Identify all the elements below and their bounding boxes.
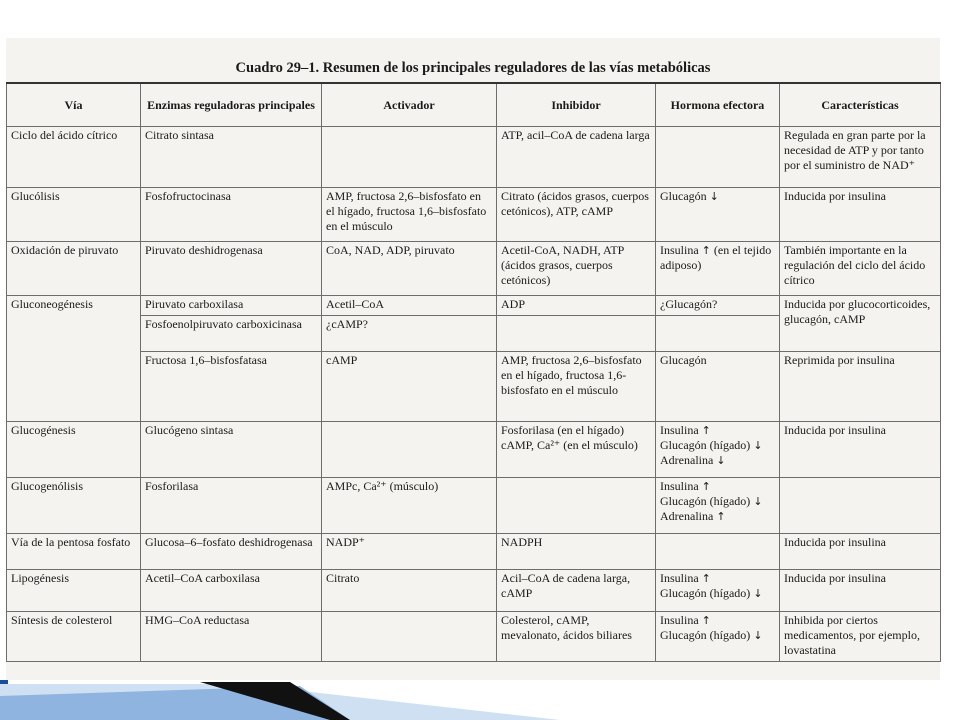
hormona-item	[660, 243, 775, 273]
hormona-label: Adrenalina	[660, 509, 717, 523]
table-row	[7, 478, 941, 534]
cell-via: Gluconeogénesis	[7, 296, 141, 422]
table-row	[7, 612, 941, 662]
hormona-label: Glucagón	[660, 189, 710, 203]
cell-hormona	[656, 478, 780, 534]
column-header-activador: Activador	[322, 83, 497, 127]
hormona-item	[660, 423, 775, 438]
cell-via: Ciclo del ácido cítrico	[7, 127, 141, 188]
cell-activador	[322, 422, 497, 478]
hormona-label: Glucagón	[660, 353, 707, 367]
hormona-label: Insulina	[660, 423, 702, 437]
cell-hormona	[656, 612, 780, 662]
scanned-table-image	[6, 38, 940, 680]
hormona-label: Insulina	[660, 243, 702, 257]
cell-caracteristicas: Inducida por insulina	[780, 188, 941, 242]
hormona-suffix: (en el tejido adiposo)	[660, 243, 772, 272]
cell-caracteristicas: Inducida por glucocorticoides, glucagón, cAMP	[780, 296, 941, 352]
arrow-down-icon: ↓	[753, 495, 763, 508]
cell-hormona	[656, 422, 780, 478]
arrow-down-icon: ↓	[716, 454, 726, 467]
arrow-down-icon: ↓	[753, 439, 763, 452]
cell-enzima: Fosfoenolpiruvato carboxicinasa	[141, 316, 322, 352]
cell-caracteristicas: Regulada en gran parte por la necesidad de ATP y por tanto por el suministro de NAD⁺	[780, 127, 941, 188]
cell-caracteristicas: Inhibida por ciertos medicamentos, por ejemplo, lovastatina	[780, 612, 941, 662]
cell-caracteristicas: Inducida por insulina	[780, 422, 941, 478]
hormona-item	[660, 613, 775, 628]
cell-hormona	[656, 316, 780, 352]
cell-enzima: Glucógeno sintasa	[141, 422, 322, 478]
column-header-inhibidor: Inhibidor	[497, 83, 656, 127]
cell-hormona	[656, 296, 780, 316]
cell-via: Glucólisis	[7, 188, 141, 242]
arrow-down-icon: ↓	[753, 587, 763, 600]
arrow-up-icon: ↑	[701, 424, 711, 437]
hormona-item	[660, 509, 775, 524]
cell-activador: NADP⁺	[322, 534, 497, 570]
cell-caracteristicas: Reprimida por insulina	[780, 352, 941, 422]
cell-via: Síntesis de colesterol	[7, 612, 141, 662]
cell-enzima: Acetil–CoA carboxilasa	[141, 570, 322, 612]
cell-hormona	[656, 352, 780, 422]
hormona-item	[660, 297, 775, 312]
cell-inhibidor: ADP	[497, 296, 656, 316]
cell-inhibidor	[497, 478, 656, 534]
cell-caracteristicas: También importante en la regulación del ciclo del ácido cítrico	[780, 242, 941, 296]
column-header-caracteristicas: Características	[780, 83, 941, 127]
table-row	[7, 296, 941, 316]
hormona-item	[660, 571, 775, 586]
cell-activador: Acetil–CoA	[322, 296, 497, 316]
hormona-label: Adrenalina	[660, 453, 717, 467]
cell-caracteristicas: Inducida por insulina	[780, 534, 941, 570]
column-header-via: Vía	[7, 83, 141, 127]
cell-caracteristicas: Inducida por insulina	[780, 570, 941, 612]
cell-activador: AMP, fructosa 2,6–bisfosfato en el hígado, fructosa 1,6–bisfosfato en el músculo	[322, 188, 497, 242]
hormona-item	[660, 438, 775, 453]
cell-inhibidor: ATP, acil–CoA de cadena larga	[497, 127, 656, 188]
table-row	[7, 352, 941, 422]
arrow-up-icon: ↑	[716, 510, 726, 523]
cell-enzima: Fructosa 1,6–bisfosfatasa	[141, 352, 322, 422]
cell-inhibidor: Colesterol, cAMP, mevalonato, ácidos biliares	[497, 612, 656, 662]
cell-enzima: Citrato sintasa	[141, 127, 322, 188]
hormona-item	[660, 494, 775, 509]
cell-via: Lipogénesis	[7, 570, 141, 612]
cell-enzima: Glucosa–6–fosfato deshidrogenasa	[141, 534, 322, 570]
cell-enzima: Fosfofructocinasa	[141, 188, 322, 242]
cell-inhibidor: Acil–CoA de cadena larga, cAMP	[497, 570, 656, 612]
table-row	[7, 422, 941, 478]
cell-activador: Citrato	[322, 570, 497, 612]
hormona-item	[660, 586, 775, 601]
cell-hormona	[656, 570, 780, 612]
hormona-label: Insulina	[660, 571, 702, 585]
slide-decoration-swoosh	[0, 680, 960, 720]
cell-caracteristicas	[780, 478, 941, 534]
cell-hormona	[656, 242, 780, 296]
cell-enzima: Piruvato deshidrogenasa	[141, 242, 322, 296]
cell-inhibidor: AMP, fructosa 2,6–bisfosfato en el hígado, fructosa 1,6-bisfosfato en el músculo	[497, 352, 656, 422]
cell-hormona	[656, 127, 780, 188]
cell-inhibidor: NADPH	[497, 534, 656, 570]
cell-activador	[322, 127, 497, 188]
cell-inhibidor	[497, 316, 656, 352]
hormona-label: Glucagón (hígado)	[660, 438, 754, 452]
arrow-up-icon: ↑	[701, 480, 711, 493]
cell-activador: cAMP	[322, 352, 497, 422]
cell-via: Glucogenólisis	[7, 478, 141, 534]
cell-inhibidor: Acetil-CoA, NADH, ATP (ácidos grasos, cuerpos cetónicos)	[497, 242, 656, 296]
hormona-item	[660, 453, 775, 468]
table-header-row	[7, 83, 941, 127]
cell-activador: AMPc, Ca²⁺ (músculo)	[322, 478, 497, 534]
cell-activador	[322, 612, 497, 662]
arrow-up-icon: ↑	[701, 572, 711, 585]
hormona-label: Glucagón (hígado)	[660, 628, 754, 642]
cell-enzima: Fosforilasa	[141, 478, 322, 534]
hormona-label: Glucagón (hígado)	[660, 586, 754, 600]
arrow-down-icon: ↓	[709, 190, 719, 203]
cell-via: Oxidación de piruvato	[7, 242, 141, 296]
hormona-item	[660, 479, 775, 494]
hormona-item	[660, 353, 775, 368]
arrow-down-icon: ↓	[753, 629, 763, 642]
table-title: Cuadro 29–1. Resumen de los principales reguladores de las vías metabólicas	[235, 60, 711, 76]
table-row	[7, 570, 941, 612]
cell-activador: CoA, NAD, ADP, piruvato	[322, 242, 497, 296]
cell-enzima: HMG–CoA reductasa	[141, 612, 322, 662]
table-row	[7, 127, 941, 188]
hormona-label: Glucagón (hígado)	[660, 494, 754, 508]
cell-enzima: Piruvato carboxilasa	[141, 296, 322, 316]
column-header-hormona: Hormona efectora	[656, 83, 780, 127]
table-row	[7, 534, 941, 570]
hormona-item	[660, 189, 775, 204]
cell-inhibidor: Fosforilasa (en el hígado) cAMP, Ca²⁺ (en el músculo)	[497, 422, 656, 478]
arrow-up-icon: ↑	[701, 244, 711, 257]
hormona-label: Insulina	[660, 479, 702, 493]
hormona-label: ¿Glucagón?	[660, 297, 718, 311]
regulators-table	[6, 82, 941, 662]
cell-hormona	[656, 534, 780, 570]
column-header-enzimas: Enzimas reguladoras principales	[141, 83, 322, 127]
table-row	[7, 188, 941, 242]
cell-inhibidor: Citrato (ácidos grasos, cuerpos cetónicos), ATP, cAMP	[497, 188, 656, 242]
hormona-item	[660, 628, 775, 643]
hormona-label: Insulina	[660, 613, 702, 627]
cell-via: Vía de la pentosa fosfato	[7, 534, 141, 570]
table-row	[7, 242, 941, 296]
cell-activador: ¿cAMP?	[322, 316, 497, 352]
cell-hormona	[656, 188, 780, 242]
cell-via: Glucogénesis	[7, 422, 141, 478]
arrow-up-icon: ↑	[701, 614, 711, 627]
